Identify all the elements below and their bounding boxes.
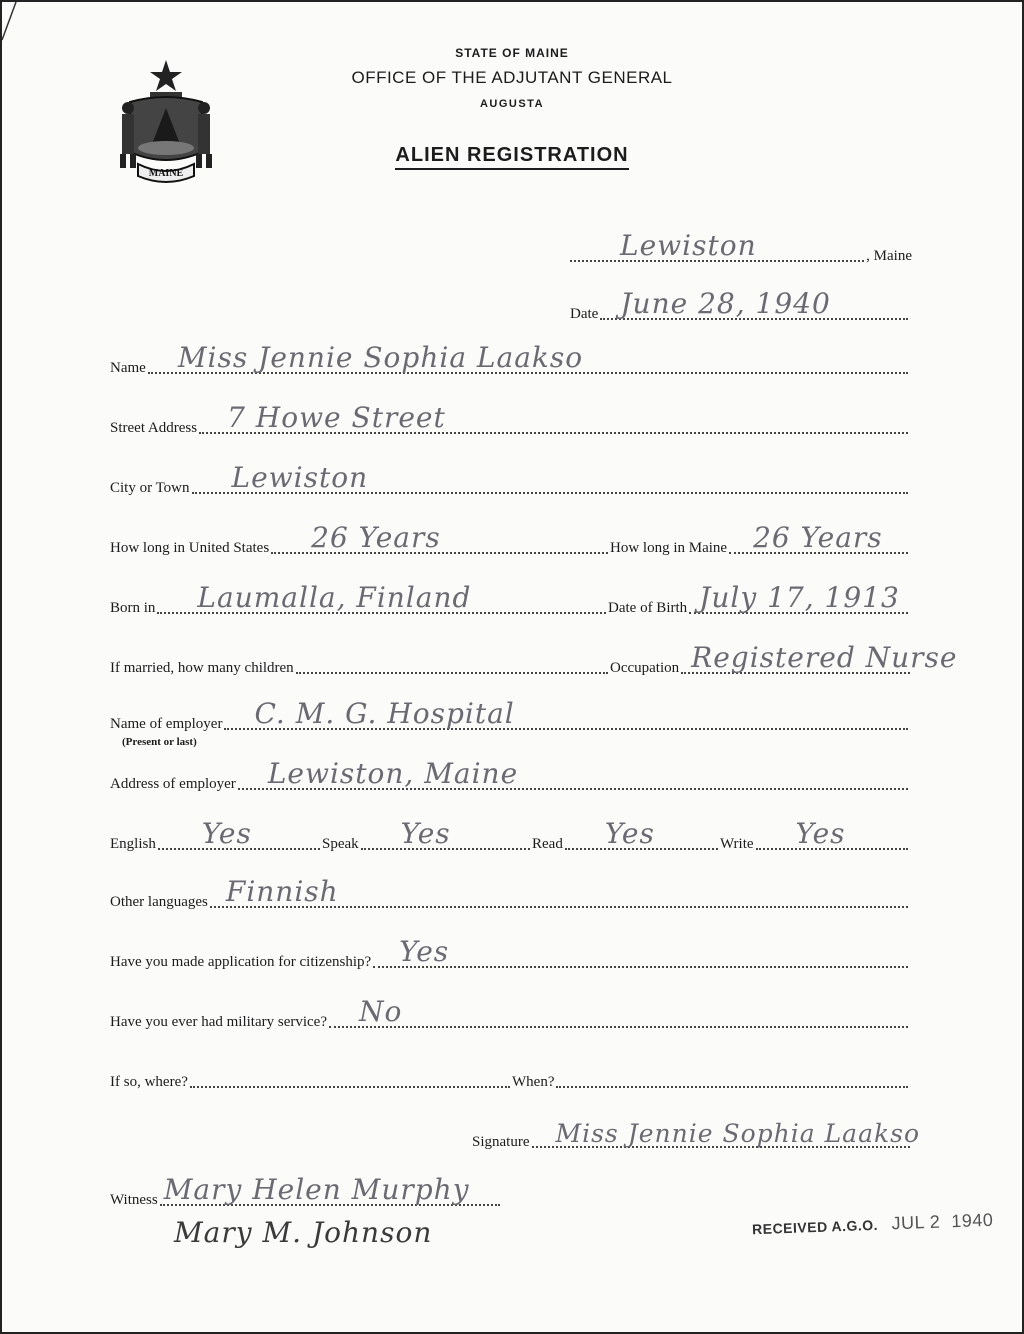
when-field (512, 1068, 910, 1092)
speak-value: Yes (400, 817, 451, 850)
born-value: Laumalla, Finland (197, 581, 472, 614)
where-label: If so, where? (110, 1074, 188, 1090)
military-field (110, 995, 910, 1032)
speak-field (322, 817, 532, 854)
employer-field (110, 697, 910, 734)
witness-value: Mary Helen Murphy (163, 1173, 470, 1206)
place-line[interactable] (570, 229, 864, 262)
dob-line[interactable] (689, 581, 908, 614)
received-stamp-label: RECEIVED A.G.O. (751, 1216, 879, 1238)
english-field (110, 817, 322, 854)
place-label: , Maine (866, 248, 912, 264)
when-label: When? (512, 1074, 555, 1090)
write-label: Write (720, 836, 754, 852)
city-label: City or Town (110, 480, 190, 496)
military-value: No (359, 995, 403, 1028)
date-line[interactable] (600, 287, 908, 320)
employer-sublabel: (Present or last) (122, 736, 197, 748)
us-time-line[interactable] (271, 521, 608, 554)
citizenship-line[interactable] (373, 935, 908, 968)
seal-text: MAINE (148, 168, 184, 179)
witness-label: Witness (110, 1192, 158, 1208)
citizenship-field (110, 935, 910, 972)
place-field (568, 229, 912, 266)
maine-time-field (610, 521, 910, 558)
signature-field (472, 1119, 921, 1152)
occupation-value: Registered Nurse (691, 641, 958, 674)
other-languages-line[interactable] (210, 875, 908, 908)
date-label: Date (570, 306, 599, 322)
received-stamp-date: JUL 2 1940 (891, 1209, 994, 1234)
read-label: Read (532, 836, 563, 852)
where-field (110, 1068, 512, 1092)
military-label: Have you ever had military service? (110, 1014, 327, 1030)
other-languages-value: Finnish (225, 875, 339, 908)
employer-address-label: Address of employer (110, 776, 236, 792)
children-label: If married, how many children (110, 660, 294, 676)
city-field (110, 461, 910, 498)
write-line[interactable] (756, 817, 908, 850)
children-field (110, 654, 610, 678)
date-value: June 28, 1940 (620, 287, 831, 320)
us-time-field (110, 521, 610, 558)
maine-time-value: 26 Years (753, 521, 883, 554)
maine-state-seal-icon (110, 56, 222, 184)
occupation-label: Occupation (610, 660, 680, 676)
signature-label: Signature (472, 1134, 530, 1150)
employer-value: C. M. G. Hospital (254, 697, 515, 730)
employer-address-field (110, 757, 910, 794)
other-languages-field (110, 875, 910, 912)
dob-value: July 17, 1913 (699, 581, 900, 614)
write-field (720, 817, 910, 854)
place-value: Lewiston (620, 229, 757, 262)
date-field (570, 287, 910, 324)
born-field (110, 581, 608, 618)
header-state: STATE OF MAINE (455, 46, 569, 60)
header-city: AUGUSTA (479, 98, 545, 110)
name-label: Name (110, 360, 146, 376)
english-line[interactable] (158, 817, 320, 850)
corner-fold-mark (2, 2, 42, 42)
occupation-line[interactable] (681, 641, 958, 674)
citizenship-label: Have you made application for citizenship? (110, 954, 372, 970)
witness-line[interactable] (160, 1173, 500, 1206)
us-time-label: How long in United States (110, 540, 270, 556)
street-value: 7 Howe Street (227, 401, 446, 434)
maine-time-line[interactable] (729, 521, 908, 554)
second-witness-value: Mary M. Johnson (174, 1216, 433, 1249)
street-line[interactable] (199, 401, 908, 434)
employer-label: Name of employer (110, 716, 223, 732)
dob-label: Date of Birth (608, 600, 688, 616)
name-value: Miss Jennie Sophia Laakso (177, 341, 584, 374)
signature-line[interactable] (532, 1119, 921, 1148)
children-line[interactable] (296, 648, 608, 674)
maine-time-label: How long in Maine (610, 540, 728, 556)
form-title (292, 144, 732, 167)
header-office: OFFICE OF THE ADJUTANT GENERAL (351, 68, 673, 87)
read-field (532, 817, 720, 854)
city-line[interactable] (192, 461, 908, 494)
read-line[interactable] (565, 817, 718, 850)
employer-line[interactable] (224, 697, 908, 730)
where-line[interactable] (190, 1062, 510, 1088)
born-line[interactable] (157, 581, 606, 614)
dob-field (608, 581, 910, 618)
form-title-text: ALIEN REGISTRATION (395, 144, 628, 170)
street-label: Street Address (110, 420, 198, 436)
english-label: English (110, 836, 156, 852)
speak-line[interactable] (361, 817, 530, 850)
name-line[interactable] (148, 341, 908, 374)
other-languages-label: Other languages (110, 894, 208, 910)
speak-label: Speak (322, 836, 359, 852)
born-label: Born in (110, 600, 156, 616)
received-stamp (752, 1210, 994, 1239)
employer-address-value: Lewiston, Maine (267, 757, 519, 790)
when-line[interactable] (556, 1062, 908, 1088)
us-time-value: 26 Years (311, 521, 441, 554)
read-value: Yes (604, 817, 655, 850)
street-field (110, 401, 910, 438)
signature-value: Miss Jennie Sophia Laakso (555, 1119, 921, 1148)
occupation-field (610, 641, 958, 678)
military-line[interactable] (329, 995, 908, 1028)
city-value: Lewiston (231, 461, 369, 494)
witness-field (110, 1173, 502, 1210)
name-field (110, 341, 910, 378)
english-value: Yes (201, 817, 252, 850)
write-value: Yes (795, 817, 846, 850)
employer-address-line[interactable] (238, 757, 908, 790)
citizenship-value: Yes (399, 935, 450, 968)
